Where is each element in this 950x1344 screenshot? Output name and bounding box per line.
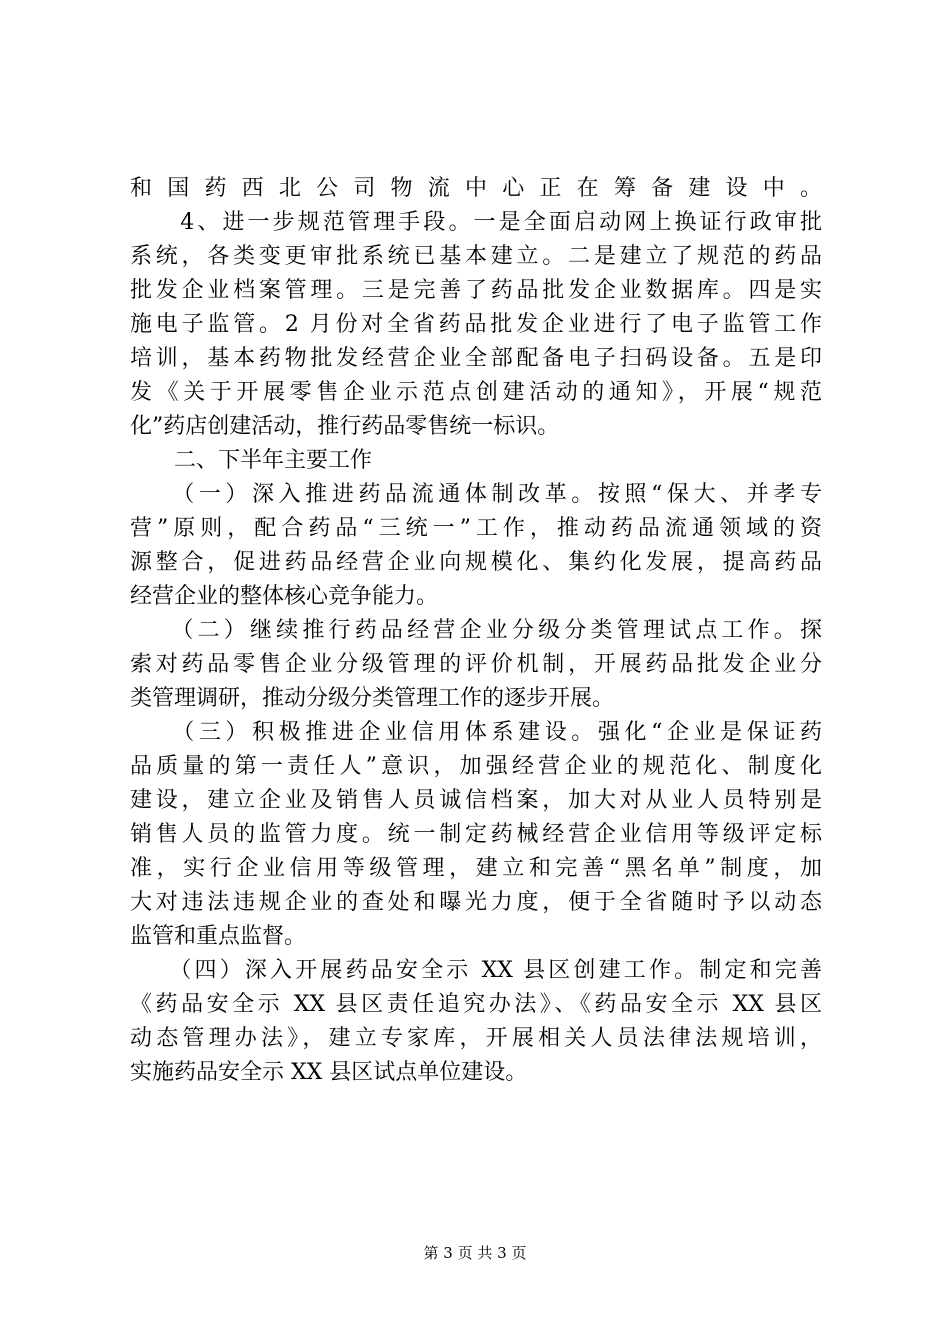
text-line: 和国药西北公司物流中心正在筹备建设中。	[130, 176, 822, 201]
text-line: 类管理调研，推动分级分类管理工作的逐步开展。	[130, 686, 615, 711]
text-line: 营”原则，配合药品“三统一”工作，推动药品流通领域的资	[130, 516, 822, 541]
text-line: 品质量的第一责任人”意识，加强经营企业的规范化、制度化	[130, 754, 822, 779]
text-line: 准，实行企业信用等级管理，建立和完善“黑名单”制度，加	[130, 856, 822, 881]
text-line: （三）积极推进企业信用体系建设。强化“企业是保证药	[130, 720, 822, 745]
text-line: 《药品安全示 XX 县区责任追究办法》、《药品安全示 XX 县区	[130, 992, 822, 1017]
text-line: 实施药品安全示 XX 县区试点单位建设。	[130, 1060, 528, 1085]
text-line: 源整合，促进药品经营企业向规模化、集约化发展，提高药品	[130, 550, 822, 575]
text-line: 系统，各类变更审批系统已基本建立。二是建立了规范的药品	[130, 244, 822, 269]
text-line: （四）深入开展药品安全示 XX 县区创建工作。制定和完善	[130, 958, 822, 983]
text-line: 销售人员的监管力度。统一制定药械经营企业信用等级评定标	[130, 822, 822, 847]
text-line: 发《关于开展零售企业示范点创建活动的通知》，开展“规范	[130, 380, 822, 405]
text-line: 培训，基本药物批发经营企业全部配备电子扫码设备。五是印	[130, 346, 822, 371]
text-line: （二）继续推行药品经营企业分级分类管理试点工作。探	[130, 618, 822, 643]
text-line: 批发企业档案管理。三是完善了药品批发企业数据库。四是实	[130, 278, 822, 303]
text-line: 施电子监管。2 月份对全省药品批发企业进行了电子监管工作	[130, 312, 822, 337]
text-line: 索对药品零售企业分级管理的评价机制，开展药品批发企业分	[130, 652, 822, 677]
text-line: （一）深入推进药品流通体制改革。按照“保大、并孝专	[130, 482, 822, 507]
text-line: 监管和重点监督。	[130, 924, 307, 949]
text-line: 建设，建立企业及销售人员诚信档案，加大对从业人员特别是	[130, 788, 822, 813]
page-number-label: 第 3 页 共 3 页	[423, 1244, 527, 1262]
document-body	[130, 172, 822, 1090]
section-heading: 二、下半年主要工作	[130, 448, 373, 473]
text-line: 经营企业的整体核心竞争能力。	[130, 584, 439, 609]
page-footer	[0, 1243, 950, 1263]
text-line: 化”药店创建活动，推行药品零售统一标识。	[130, 414, 560, 439]
text-line: 大对违法违规企业的查处和曝光力度，便于全省随时予以动态	[130, 890, 822, 915]
text-line: 动态管理办法》，建立专家库，开展相关人员法律法规培训，	[130, 1026, 822, 1051]
text-line: 4、进一步规范管理手段。一是全面启动网上换证行政审批	[130, 210, 822, 235]
